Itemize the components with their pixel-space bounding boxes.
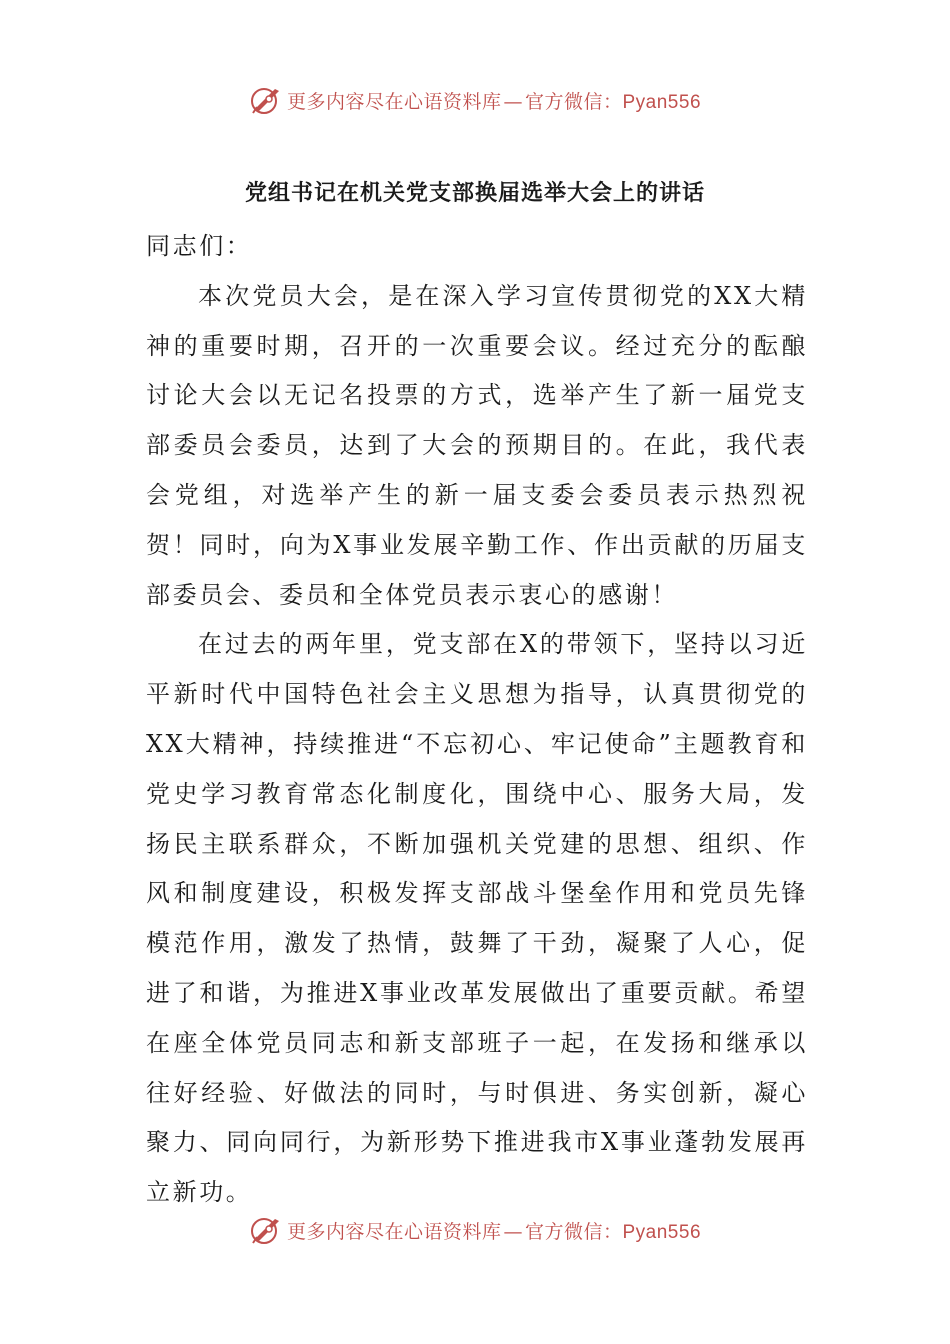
watermark-text <box>287 87 701 114</box>
document-title: 党组书记在机关党支部换届选举大会上的讲话 <box>244 181 705 206</box>
watermark-label: 官方微信： <box>524 90 623 113</box>
watermark-wechat-id: Pyan556 <box>622 1221 702 1243</box>
watermark-wechat-id: Pyan556 <box>622 91 702 113</box>
watermark-text <box>287 1217 701 1244</box>
watermark-brand: 更多内容尽在心语资料库 <box>286 1220 502 1243</box>
watermark-brand: 更多内容尽在心语资料库 <box>286 90 502 113</box>
watermark-dash: — <box>503 90 523 113</box>
watermark-label: 官方微信： <box>524 1220 623 1243</box>
paragraph-2: 在过去的两年里，党支部在X的带领下，坚持以习近平新时代中国特色社会主义思想为指导，认真贯彻党的XX大精神，持续推进“不忘初心、牢记使命”主题教育和党史学习教育常态化制度化，围绕中心、服务大局，发扬民主联系群众，不断加强机关党建的思想、组织、作风和制度建设，积极发挥支部战斗堡垒作用和党员先锋模范作用，激发了热情，鼓舞了干劲，凝聚了人心，促进了和谐，为推进X事业改革发展做出了重要贡献。希望在座全体党员同志和新支部班子一起，在发扬和继承以往好经验、好做法的同时，与时俱进、务实创新，凝心聚力、同向同行，为新形势下推进我市X事业蓬勃发展再立新功。 <box>146 630 808 1207</box>
pen-logo-icon <box>249 1213 283 1247</box>
header-watermark <box>0 80 950 120</box>
footer-watermark <box>0 1210 950 1250</box>
salutation: 同志们： <box>146 232 253 260</box>
paragraph-1: 本次党员大会，是在深入学习宣传贯彻党的XX大精神的重要时期，召开的一次重要会议。经过充分的酝酿讨论大会以无记名投票的方式，选举产生了新一届党支部委员会委员，达到了大会的预期目的。在此，我代表会党组，对选举产生的新一届支委会委员表示热烈祝贺！同时，向为X事业发展辛勤工作、作出贡献的历届支部委员会、委员和全体党员表示衷心的感谢！ <box>146 281 808 609</box>
pen-logo-icon <box>249 83 283 117</box>
watermark-dash: — <box>503 1220 523 1243</box>
document-body <box>146 222 808 1218</box>
